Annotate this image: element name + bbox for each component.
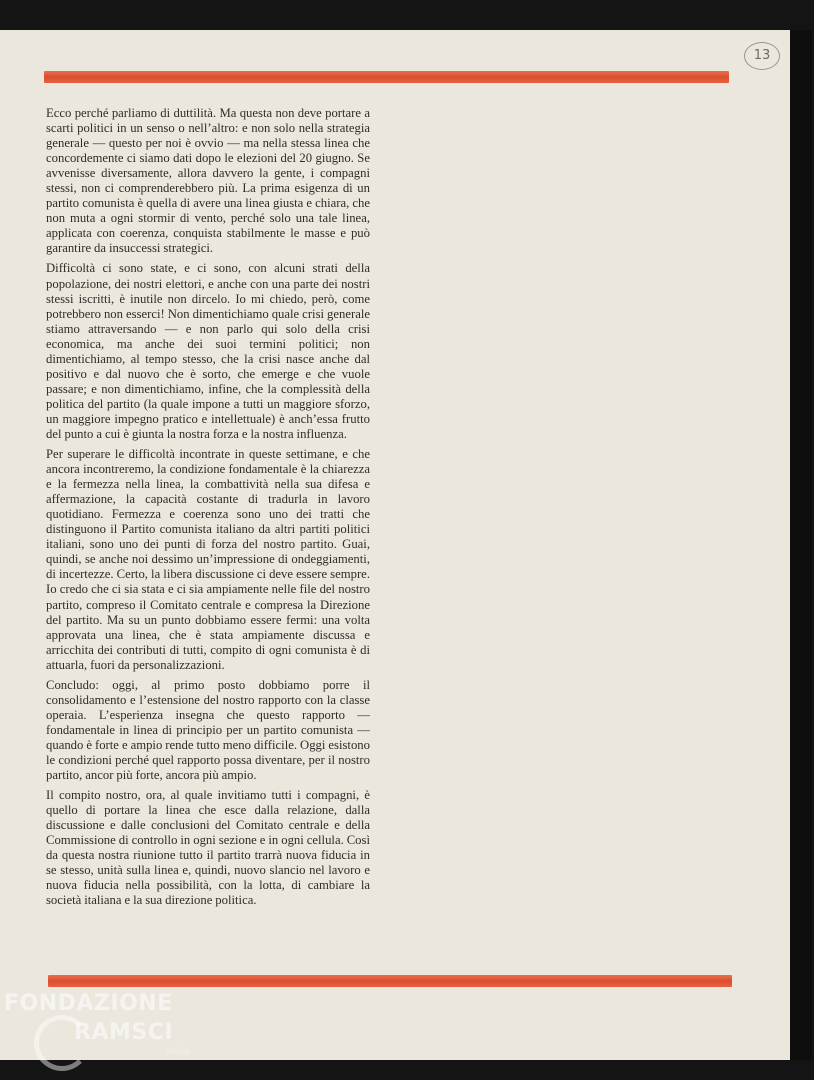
paragraph: Per superare le difficoltà incontrate in queste settimane, e che ancora incontreremo, la condizione fondamentale è la chiarezza e la fermezza nella linea, la combattività nella sua difesa e affermazione, la capacità costante di tradurla in lavoro quotidiano. Fermezza e coerenza sono uno dei tratti che distinguono il Partito comunista italiano da altri partiti politici italiani, sono uno dei punti di forza del nostro partito. Guai, quindi, se anche noi dessimo un’impressione di ondeggiamenti, di incertezze. Certo, la libera discussione ci deve essere sempre. Io credo che ci sia stata e ci sia ampiamente nelle file del nostro partito, compreso il Comitato centrale e compresa la Direzione del partito. Ma su un punto dobbiamo essere fermi: una volta approvata una linea, che è stata ampiamente discussa e arricchita dei contributi di tutti, compito di ogni comunista è di attuarla, fuori da personalizzazioni.: [46, 447, 370, 672]
paragraph: Il compito nostro, ora, al quale invitiamo tutti i compagni, è quello di portare la linea che esce dalla relazione, dalla discussione e dalle conclusioni del Comitato centrale e della Commissione di controllo in ogni sezione e in ogni cellula. Così da questa nostra riunione tutto il partito trarrà nuova fiducia in se stesso, unità sulla linea e, quindi, nuovo slancio nel lavoro e nuova fiducia nella possibilità, con la lotta, di cambiare la società italiana e la sua direzione politica.: [46, 788, 370, 908]
watermark-line2: RAMSCI: [74, 1020, 174, 1045]
watermark-suffix: onlus: [166, 1047, 191, 1057]
paragraph: Difficoltà ci sono state, e ci sono, con alcuni strati della popolazione, dei nostri elettori, e anche con una parte dei nostri stessi iscritti, è inutile non dircelo. Io mi chiedo, però, come potrebbero non esserci! Non dimentichiamo quale crisi generale stiamo attraversando — e non parlo qui solo della crisi economica, ma anche dei suoi termini politici; non dimentichiamo, al tempo stesso, che la crisi nasce anche dal positivo e dal nuovo che è sorto, che emerge e che vuole passare; e non dimentichiamo, infine, che la complessità della politica del partito (la quale impone a tutti un maggiore sforzo, un maggiore impegno pratico e intellettuale) è anch’essa frutto del punto a cui è giunta la nostra forza e la nostra influenza.: [46, 261, 370, 441]
top-rule: [44, 71, 729, 83]
paragraph: Ecco perché parliamo di duttilità. Ma questa non deve portare a scarti politici in un senso o nell’altro: e non solo nella strategia generale — questo per noi è ovvio — ma nella stessa linea che concordemente ci siamo dati dopo le elezioni del 20 giugno. Se avvenisse diversamente, allora davvero la gente, i compagni stessi, non ci comprenderebbero più. La prima esigenza di un partito comunista è quella di avere una linea giusta e chiara, che non muta a ogni stormir di vento, perché solo una tale linea, applicata con coerenza, conquista stabilmente le masse e può garantire da insuccessi strategici.: [46, 106, 370, 256]
watermark-logo: [4, 985, 204, 1075]
watermark-line1: FONDAZIONE: [4, 991, 173, 1016]
page-number: 13: [744, 42, 780, 70]
paragraph: Concludo: oggi, al primo posto dobbiamo porre il consolidamento e l’estensione del nostro rapporto con la classe operaia. L’esperienza insegna che questo rapporto — fondamentale in linea di principio per un partito comunista — quando è forte e ampio rende tutto meno difficile. Oggi esistono le condizioni perché quel rapporto possa diventare, per il nostro partito, ancor più forte, ancora più ampio.: [46, 677, 370, 783]
document-page: [0, 30, 790, 1060]
body-text: [46, 106, 370, 908]
